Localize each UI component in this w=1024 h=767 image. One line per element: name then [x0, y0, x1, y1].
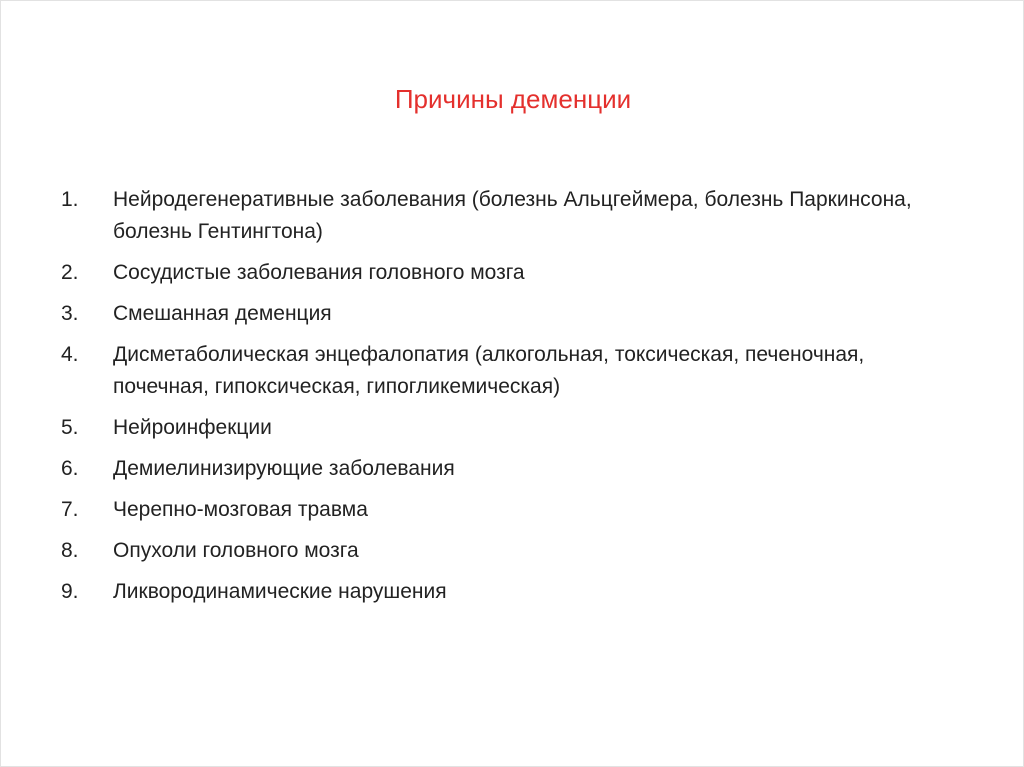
- list-item: [61, 576, 961, 608]
- list-item-text: Черепно-мозговая травма: [113, 498, 368, 521]
- list-item: [61, 184, 961, 248]
- list-item-number: 1.: [61, 188, 79, 211]
- list-item: [61, 494, 961, 526]
- list-item-text: Сосудистые заболевания головного мозга: [113, 261, 525, 284]
- list-item-text: Смешанная деменция: [113, 302, 332, 325]
- list-item-number: 8.: [61, 539, 79, 562]
- slide-title: Причины деменции: [394, 84, 632, 114]
- causes-list: [61, 184, 961, 617]
- list-item-text: Дисметаболическая энцефалопатия (алкогольная, токсическая, печеночная, почечная, гипоксическая, гипогликемическая): [113, 343, 865, 398]
- list-item-text: Нейроинфекции: [113, 416, 272, 439]
- list-item: [61, 412, 961, 444]
- list-item-text: Демиелинизирующие заболевания: [113, 457, 455, 480]
- list-item-text: Ликвородинамические нарушения: [113, 580, 447, 603]
- list-item-number: 5.: [61, 416, 79, 439]
- list-item-number: 6.: [61, 457, 79, 480]
- list-item-number: 2.: [61, 261, 79, 284]
- list-item-number: 4.: [61, 343, 79, 366]
- list-item: [61, 535, 961, 567]
- list-item: [61, 257, 961, 289]
- list-item-text: Нейродегенеративные заболевания (болезнь Альцгеймера, болезнь Паркинсона, болезнь Гентингтона): [113, 188, 912, 243]
- list-item: [61, 339, 961, 403]
- list-item-number: 3.: [61, 302, 79, 325]
- list-item: [61, 298, 961, 330]
- list-item-text: Опухоли головного мозга: [113, 539, 359, 562]
- list-item: [61, 453, 961, 485]
- list-item-number: 7.: [61, 498, 79, 521]
- list-item-number: 9.: [61, 580, 79, 603]
